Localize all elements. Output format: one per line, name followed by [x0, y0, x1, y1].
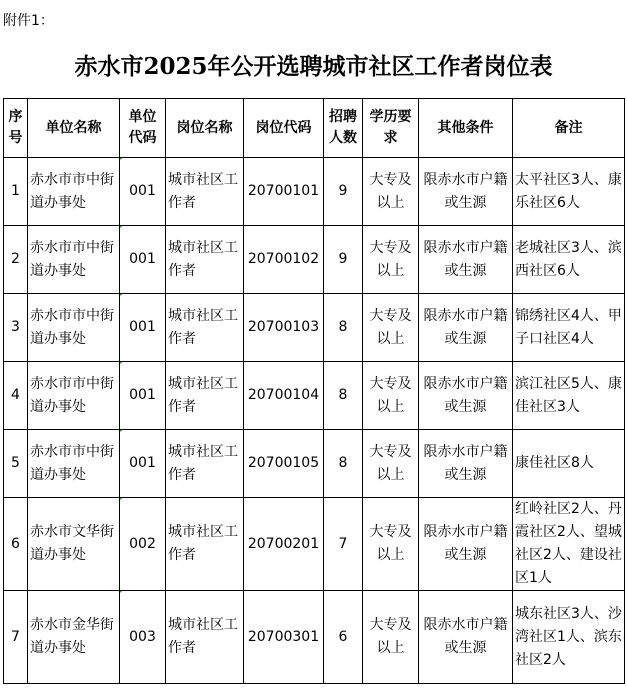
cell-remark: 城东社区3人、沙湾社区1人、滨东社区2人: [513, 591, 625, 684]
header-post-name: 岗位名称: [166, 99, 244, 158]
cell-post-name: 城市社区工作者: [166, 498, 244, 591]
cell-education: 大专及以上: [363, 294, 419, 362]
attachment-label: 附件1：: [3, 13, 54, 29]
header-row: [4, 99, 625, 158]
cell-hire-count: 9: [324, 226, 363, 294]
table-row: [4, 362, 625, 430]
cell-unit-name: 赤水市市中街道办事处: [28, 294, 120, 362]
cell-hire-count: 7: [324, 498, 363, 591]
header-seq: 序号: [4, 99, 28, 158]
cell-post-code: 20700103: [244, 294, 324, 362]
cell-remark: 老城社区3人、滨西社区6人: [513, 226, 625, 294]
header-hire-count: 招聘人数: [324, 99, 363, 158]
cell-remark: 滨江社区5人、康佳社区3人: [513, 362, 625, 430]
cell-post-code: 20700201: [244, 498, 324, 591]
table-row: [4, 430, 625, 498]
cell-post-code: 20700105: [244, 430, 324, 498]
cell-seq: 7: [4, 591, 28, 684]
cell-unit-name: 赤水市市中街道办事处: [28, 430, 120, 498]
cell-unit-code: 001: [120, 158, 166, 226]
cell-education: 大专及以上: [363, 362, 419, 430]
cell-unit-name: 赤水市金华街道办事处: [28, 591, 120, 684]
cell-unit-code: 001: [120, 226, 166, 294]
cell-education: 大专及以上: [363, 430, 419, 498]
cell-other: 限赤水市户籍或生源: [419, 158, 513, 226]
cell-seq: 5: [4, 430, 28, 498]
cell-other: 限赤水市户籍或生源: [419, 226, 513, 294]
cell-hire-count: 8: [324, 430, 363, 498]
cell-other: 限赤水市户籍或生源: [419, 294, 513, 362]
table-row: [4, 591, 625, 684]
page-title: 赤水市2025年公开选聘城市社区工作者岗位表: [74, 53, 553, 80]
cell-post-name: 城市社区工作者: [166, 294, 244, 362]
cell-post-code: 20700104: [244, 362, 324, 430]
cell-education: 大专及以上: [363, 226, 419, 294]
cell-remark: 太平社区3人、康乐社区6人: [513, 158, 625, 226]
header-unit-code: 单位代码: [120, 99, 166, 158]
cell-post-name: 城市社区工作者: [166, 226, 244, 294]
table-row: [4, 158, 625, 226]
cell-education: 大专及以上: [363, 158, 419, 226]
cell-post-code: 20700301: [244, 591, 324, 684]
cell-remark: 锦绣社区4人、甲子口社区4人: [513, 294, 625, 362]
cell-remark: 红岭社区2人、丹霞社区2人、望城社区2人、建设社区1人: [513, 498, 625, 591]
header-remark: 备注: [513, 99, 625, 158]
cell-unit-name: 赤水市文华街道办事处: [28, 498, 120, 591]
cell-unit-code: 003: [120, 591, 166, 684]
table-row: [4, 226, 625, 294]
cell-seq: 3: [4, 294, 28, 362]
cell-post-name: 城市社区工作者: [166, 362, 244, 430]
positions-table: [3, 98, 625, 684]
cell-seq: 6: [4, 498, 28, 591]
cell-unit-code: 001: [120, 294, 166, 362]
cell-unit-code: 001: [120, 430, 166, 498]
cell-hire-count: 6: [324, 591, 363, 684]
cell-unit-code: 002: [120, 498, 166, 591]
header-unit-name: 单位名称: [28, 99, 120, 158]
cell-hire-count: 8: [324, 362, 363, 430]
cell-unit-name: 赤水市市中街道办事处: [28, 226, 120, 294]
cell-unit-name: 赤水市市中街道办事处: [28, 362, 120, 430]
header-education: 学历要求: [363, 99, 419, 158]
cell-other: 限赤水市户籍或生源: [419, 430, 513, 498]
table-row: [4, 294, 625, 362]
cell-other: 限赤水市户籍或生源: [419, 362, 513, 430]
cell-seq: 1: [4, 158, 28, 226]
cell-remark: 康佳社区8人: [513, 430, 625, 498]
cell-hire-count: 8: [324, 294, 363, 362]
cell-education: 大专及以上: [363, 498, 419, 591]
cell-post-name: 城市社区工作者: [166, 591, 244, 684]
cell-hire-count: 9: [324, 158, 363, 226]
cell-education: 大专及以上: [363, 591, 419, 684]
cell-unit-code: 001: [120, 362, 166, 430]
header-other: 其他条件: [419, 99, 513, 158]
header-post-code: 岗位代码: [244, 99, 324, 158]
cell-seq: 2: [4, 226, 28, 294]
cell-post-code: 20700102: [244, 226, 324, 294]
cell-seq: 4: [4, 362, 28, 430]
cell-other: 限赤水市户籍或生源: [419, 498, 513, 591]
cell-post-code: 20700101: [244, 158, 324, 226]
cell-post-name: 城市社区工作者: [166, 158, 244, 226]
table-row: [4, 498, 625, 591]
cell-unit-name: 赤水市市中街道办事处: [28, 158, 120, 226]
cell-other: 限赤水市户籍或生源: [419, 591, 513, 684]
cell-post-name: 城市社区工作者: [166, 430, 244, 498]
